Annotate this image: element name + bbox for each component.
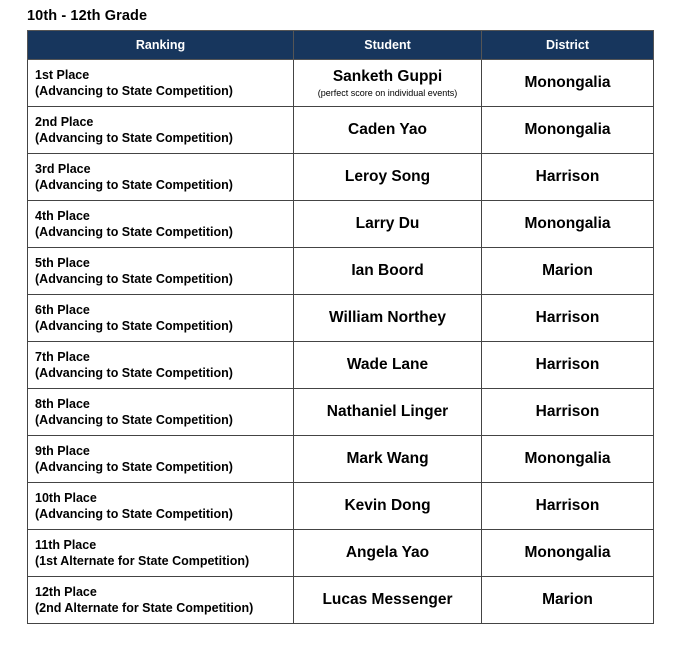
table-row: [28, 154, 654, 201]
table-row: [28, 201, 654, 248]
district-cell: Monongalia: [482, 60, 654, 107]
results-table: [27, 30, 654, 624]
place-label: 2nd Place: [35, 115, 94, 129]
student-name: William Northey: [329, 309, 446, 326]
place-status: (Advancing to State Competition): [35, 178, 233, 192]
student-name: Leroy Song: [344, 168, 431, 185]
student-cell: [294, 248, 482, 295]
student-name: Wade Lane: [346, 356, 429, 373]
place-status: (Advancing to State Competition): [35, 84, 233, 98]
district-cell: Harrison: [482, 154, 654, 201]
district-cell: Harrison: [482, 389, 654, 436]
student-cell: [294, 60, 482, 107]
student-name: Nathaniel Linger: [326, 403, 449, 420]
district-cell: Harrison: [482, 342, 654, 389]
student-cell: [294, 577, 482, 624]
place-label: 4th Place: [35, 209, 90, 223]
district-cell: Monongalia: [482, 201, 654, 248]
student-cell: [294, 201, 482, 248]
student-cell: [294, 295, 482, 342]
student-name: Mark Wang: [346, 450, 429, 467]
place-status: (Advancing to State Competition): [35, 366, 233, 380]
student-name: Lucas Messenger: [322, 591, 453, 608]
table-row: [28, 248, 654, 295]
district-cell: Marion: [482, 248, 654, 295]
student-cell: [294, 154, 482, 201]
header-district: District: [482, 31, 654, 60]
table-row: [28, 483, 654, 530]
table-row: [28, 577, 654, 624]
place-status: (Advancing to State Competition): [35, 319, 233, 333]
place-status: (Advancing to State Competition): [35, 413, 233, 427]
place-status: (2nd Alternate for State Competition): [35, 601, 254, 615]
district-cell: Monongalia: [482, 530, 654, 577]
place-label: 10th Place: [35, 491, 97, 505]
ranking-cell: [28, 342, 294, 389]
place-label: 3rd Place: [35, 162, 91, 176]
table-row: [28, 389, 654, 436]
student-note: (perfect score on individual events): [317, 88, 458, 98]
place-status: (1st Alternate for State Competition): [35, 554, 250, 568]
table-row: [28, 342, 654, 389]
student-name: Sanketh Guppi: [332, 68, 443, 85]
ranking-cell: [28, 483, 294, 530]
district-cell: Monongalia: [482, 107, 654, 154]
student-name: Ian Boord: [351, 262, 424, 279]
district-cell: Harrison: [482, 295, 654, 342]
district-cell: Harrison: [482, 483, 654, 530]
table-row: [28, 107, 654, 154]
ranking-cell: [28, 201, 294, 248]
district-cell: Monongalia: [482, 436, 654, 483]
student-name: Angela Yao: [345, 544, 430, 561]
place-label: 5th Place: [35, 256, 90, 270]
place-label: 6th Place: [35, 303, 90, 317]
ranking-cell: [28, 530, 294, 577]
place-label: 8th Place: [35, 397, 90, 411]
ranking-cell: [28, 295, 294, 342]
table-row: [28, 436, 654, 483]
ranking-cell: [28, 60, 294, 107]
student-cell: [294, 483, 482, 530]
table-header-row: [28, 31, 654, 60]
table-row: [28, 530, 654, 577]
place-label: 9th Place: [35, 444, 90, 458]
ranking-cell: [28, 436, 294, 483]
table-row: [28, 60, 654, 107]
place-status: (Advancing to State Competition): [35, 507, 233, 521]
place-status: (Advancing to State Competition): [35, 272, 233, 286]
student-cell: [294, 530, 482, 577]
section-title: 10th - 12th Grade: [27, 8, 148, 24]
student-cell: [294, 436, 482, 483]
ranking-cell: [28, 154, 294, 201]
student-name: Larry Du: [355, 215, 420, 232]
place-label: 11th Place: [35, 538, 97, 552]
student-name: Kevin Dong: [344, 497, 431, 514]
student-cell: [294, 107, 482, 154]
place-label: 1st Place: [35, 68, 90, 82]
place-status: (Advancing to State Competition): [35, 460, 233, 474]
student-cell: [294, 342, 482, 389]
place-status: (Advancing to State Competition): [35, 131, 233, 145]
district-cell: Marion: [482, 577, 654, 624]
header-ranking: Ranking: [28, 31, 294, 60]
ranking-cell: [28, 248, 294, 295]
student-name: Caden Yao: [348, 121, 427, 138]
place-label: 7th Place: [35, 350, 90, 364]
place-status: (Advancing to State Competition): [35, 225, 233, 239]
header-student: Student: [294, 31, 482, 60]
student-cell: [294, 389, 482, 436]
ranking-cell: [28, 107, 294, 154]
table-row: [28, 295, 654, 342]
ranking-cell: [28, 577, 294, 624]
place-label: 12th Place: [35, 585, 97, 599]
ranking-cell: [28, 389, 294, 436]
